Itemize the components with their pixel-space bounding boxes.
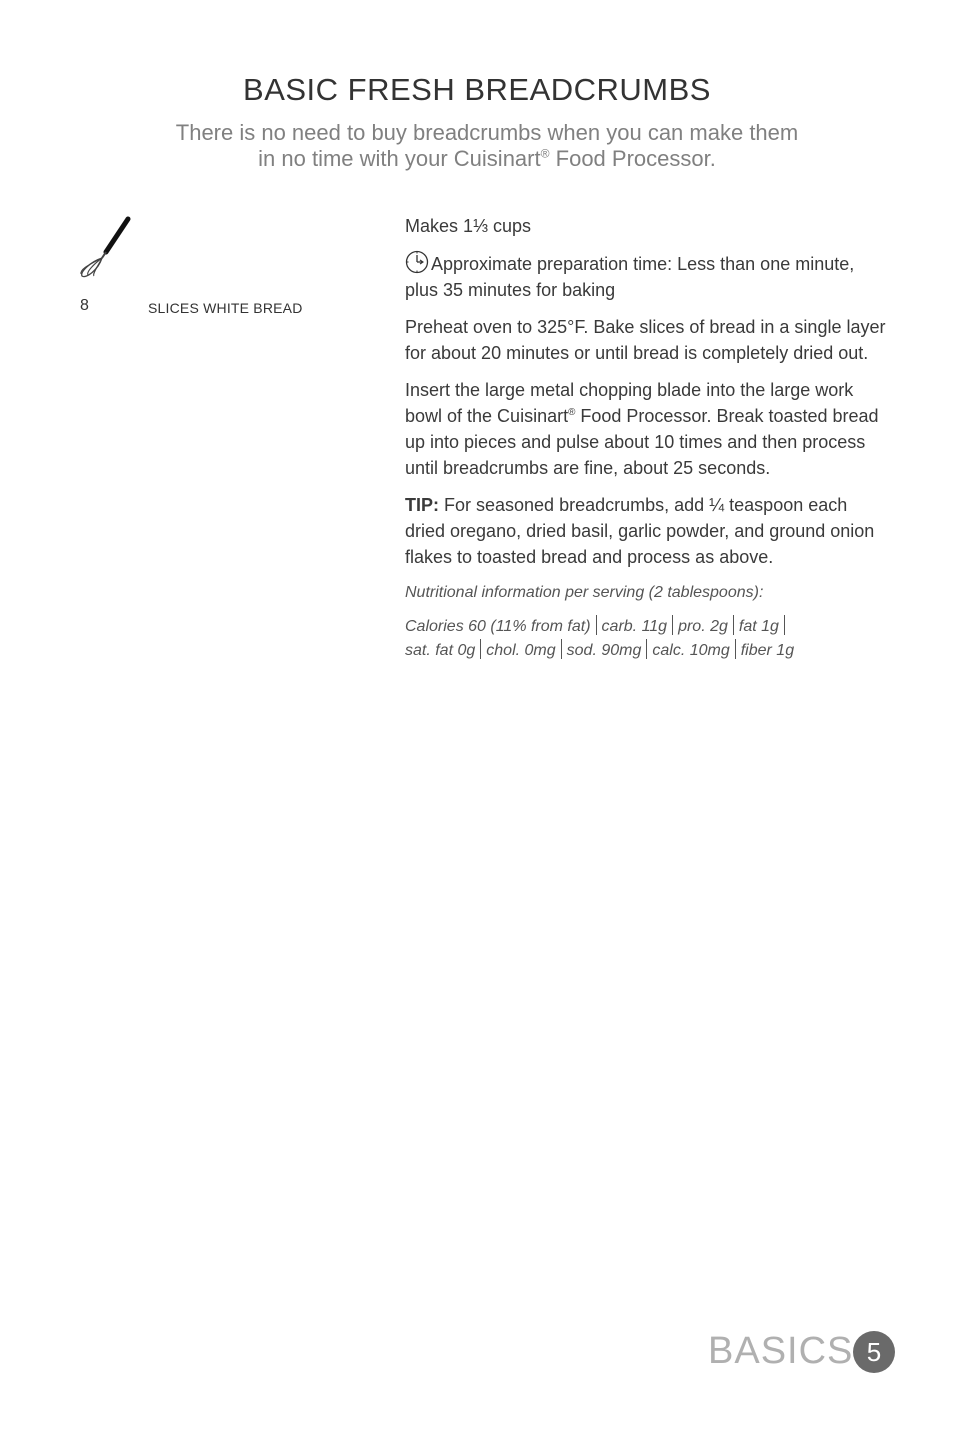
separator (784, 615, 785, 635)
prep-time (405, 250, 887, 303)
registered-mark: ® (540, 146, 550, 161)
step-process-start: Insert the large metal chopping blade into the large work bowl of the Cuisinart (405, 380, 854, 426)
page-number: 5 (853, 1331, 895, 1373)
recipe-yield: Makes 1⅓ cups (405, 216, 532, 236)
tip-text: For seasoned breadcrumbs, add ¼ teaspoon each dried oregano, dried basil, garlic powder, and ground onion flakes to toasted bread and process as above. (405, 495, 875, 567)
separator (561, 639, 562, 659)
nutrition-heading: Nutritional information per serving (2 tablespoons): (405, 584, 764, 601)
subtitle-line-2-start: in no time with your Cuisinart (258, 146, 541, 171)
nutrition-sodium: sod. 90mg (566, 642, 642, 659)
nutrition-facts (405, 615, 887, 663)
tip (405, 492, 887, 570)
ingredient-quantity: 8 (80, 297, 89, 314)
subtitle-line-2-end: Food Processor. (549, 146, 716, 171)
nutrition-chol: chol. 0mg (486, 642, 556, 659)
clock-icon (405, 250, 429, 274)
separator (646, 639, 647, 659)
nutrition-carb: carb. 11g (601, 618, 668, 635)
nutrition-fiber: fiber 1g (740, 642, 795, 659)
whisk-icon (78, 216, 134, 280)
subtitle-line-1: There is no need to buy breadcrumbs when you can make them (175, 120, 799, 145)
recipe-directions (405, 213, 887, 674)
nutrition-protein: pro. 2g (678, 618, 728, 635)
separator (735, 639, 736, 659)
registered-mark: ® (568, 407, 576, 418)
nutrition-fat: fat 1g (738, 618, 779, 635)
nutrition-calcium: calc. 10mg (652, 642, 730, 659)
separator (480, 639, 481, 659)
separator (596, 615, 597, 635)
step-process-end: Food Processor. Break toasted bread up into pieces and pulse about 10 times and then process until breadcrumbs are fine, about 25 seconds. (405, 406, 879, 478)
recipe-subtitle (130, 120, 844, 172)
section-label: BASICS (708, 1330, 854, 1372)
prep-time-text: Approximate preparation time: Less than one minute, plus 35 minutes for baking (405, 254, 855, 300)
ingredient-name: SLICES WHITE BREAD (148, 300, 303, 316)
tip-label: TIP: (405, 495, 439, 515)
separator (733, 615, 734, 635)
nutrition-sat-fat: sat. fat 0g (405, 642, 476, 659)
separator (672, 615, 673, 635)
nutrition-calories: Calories 60 (11% from fat) (405, 618, 591, 635)
step-process (405, 377, 887, 481)
step-preheat: Preheat oven to 325°F. Bake slices of bread in a single layer for about 20 minutes or until bread is completely dried out. (405, 317, 886, 363)
recipe-title: BASIC FRESH BREADCRUMBS (243, 72, 711, 107)
